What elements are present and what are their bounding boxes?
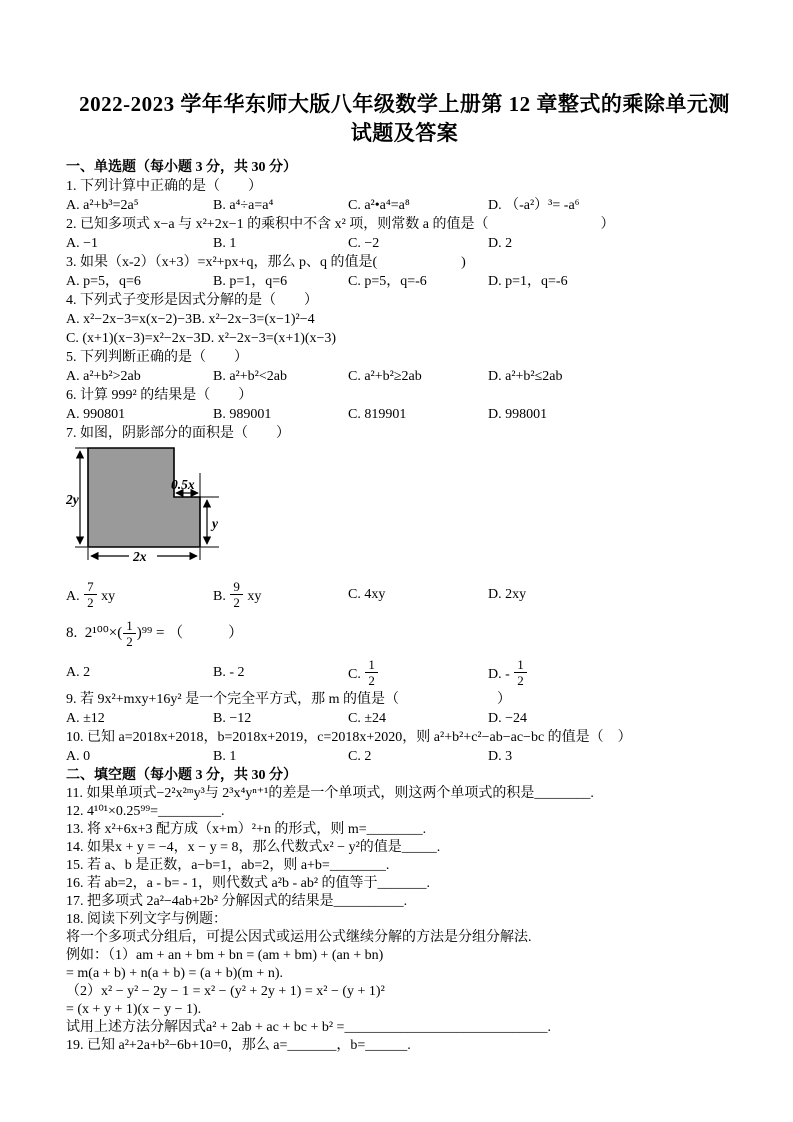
q1-option-a: A. a²+b³=2a⁵ [66, 198, 139, 213]
q8-option-d [488, 658, 743, 687]
q7-option-b [213, 580, 348, 609]
fraction-denominator: 2 [123, 633, 136, 648]
q18-line-5: （2）x² − y² − 2y − 1 = x² − (y² + 2y + 1) = x² − (y + 1)² [66, 984, 385, 999]
q10-option-a: A. 0 [66, 749, 91, 764]
q15: 15. 若 a、b 是正数，a−b=1，ab=2，则 a+b=________. [66, 858, 390, 873]
q6-option-a: A. 990801 [66, 407, 126, 422]
q8-stem-pre: 8. 2¹⁰⁰×( [66, 624, 123, 641]
q1-option-d: D. （-a²）³= -a⁶ [488, 198, 580, 213]
q6-stem: 6. 计算 999² 的结果是（ ） [66, 388, 253, 403]
fraction-numerator: 9 [233, 578, 240, 594]
fraction-denominator: 2 [365, 672, 378, 687]
q10-option-d: D. 3 [488, 749, 513, 764]
fill-in-section [66, 785, 743, 1055]
q18-line-6: = (x + y + 1)(x − y − 1). [66, 1002, 202, 1017]
q3-option-c: C. p=5，q=-6 [348, 274, 427, 289]
q18-line-7: 试用上述方法分解因式a² + 2ab + ac + bc + b² =_____________________________. [66, 1020, 551, 1035]
q17: 17. 把多项式 2a²−4ab+2b² 分解因式的结果是__________. [66, 894, 408, 909]
option-label: C. [348, 666, 365, 682]
q14: 14. 如果x + y = −4，x − y = 8，那么代数式x² − y²的值是_____. [66, 840, 441, 855]
q3-option-b: B. p=1，q=6 [213, 274, 288, 289]
q12: 12. 4¹⁰¹×0.25⁹⁹=_________. [66, 804, 225, 819]
page-title [66, 90, 743, 148]
title-line-1: 2022-2023 学年华东师大版八年级数学上册第 12 章整式的乘除单元测 [79, 92, 730, 116]
q9-option-b: B. −12 [213, 711, 252, 726]
q9-stem: 9. 若 9x²+mxy+16y² 是一个完全平方式，那 m 的值是（ ） [66, 692, 511, 707]
q2-options [66, 234, 743, 253]
q9-option-c: C. ±24 [348, 711, 387, 726]
dimension-label-2x: 2x [133, 549, 147, 564]
shaded-region [88, 448, 200, 547]
fraction-numerator: 1 [368, 656, 375, 672]
q5-option-a: A. a²+b²>2ab [66, 369, 141, 384]
q7-figure [66, 445, 743, 572]
q10-option-c: C. 2 [348, 749, 372, 764]
section-2-heading: 二、填空题（每小题 3 分，共 30 分） [66, 768, 297, 783]
q18-line-4: = m(a + b) + n(a + b) = (a + b)(m + n). [66, 966, 283, 981]
q1-option-b: B. a⁴÷a=a⁴ [213, 198, 274, 213]
section-1-heading: 一、单选题（每小题 3 分，共 30 分） [66, 160, 297, 175]
option-text: xy [243, 588, 262, 604]
q5-option-c: C. a²+b²≥2ab [348, 369, 422, 384]
q5-options [66, 367, 743, 386]
fraction-denominator: 2 [230, 594, 243, 609]
q7-option-a [66, 580, 213, 609]
q5-option-b: B. a²+b²<2ab [213, 369, 287, 384]
q1-stem: 1. 下列计算中正确的是（ ） [66, 179, 262, 194]
q5-stem: 5. 下列判断正确的是（ ） [66, 350, 248, 365]
fraction-numerator: 1 [126, 617, 133, 633]
q2-option-b: B. 1 [213, 236, 237, 251]
q6-option-d: D. 998001 [488, 407, 548, 422]
option-label: B. [213, 588, 230, 604]
q5-option-d: D. a²+b²≤2ab [488, 369, 563, 384]
fraction [514, 658, 527, 687]
q8-option-c [348, 658, 488, 687]
q9-options [66, 709, 743, 728]
q8-stem-post: )⁹⁹ = （ ） [136, 624, 244, 641]
title-line-2: 试题及答案 [350, 121, 459, 145]
q3-options [66, 272, 743, 291]
q8-option-b: B. - 2 [213, 664, 245, 680]
q4-options-line-2: C. (x+1)(x−3)=x²−2x−3D. x²−2x−3=(x+1)(x−3) [66, 331, 337, 346]
q16: 16. 若 ab=2，a - b= - 1，则代数式 a²b - ab² 的值等于_______. [66, 876, 431, 891]
q18-line-1: 18. 阅读下列文字与例题： [66, 912, 227, 927]
dimension-label-y: y [212, 516, 218, 531]
q2-option-d: D. 2 [488, 236, 513, 251]
q9-option-a: A. ±12 [66, 711, 105, 726]
option-label: A. [66, 588, 84, 604]
fraction-numerator: 1 [517, 656, 524, 672]
q2-option-c: C. −2 [348, 236, 380, 251]
l-shape-diagram [66, 445, 446, 567]
fraction [230, 580, 243, 609]
q6-option-c: C. 819901 [348, 407, 407, 422]
fraction [365, 658, 378, 687]
q6-option-b: B. 989001 [213, 407, 272, 422]
q13: 13. 将 x²+6x+3 配方成（x+m）²+n 的形式，则 m=________. [66, 822, 427, 837]
fraction-numerator: 7 [87, 578, 94, 594]
q18-line-2: 将一个多项式分组后，可提公因式或运用公式继续分解的方法是分组分解法. [66, 930, 532, 945]
dimension-label-2y: 2y [66, 492, 79, 507]
q8-options [66, 654, 743, 690]
q19: 19. 已知 a²+2a+b²−6b+10=0，那么 a=_______，b=______. [66, 1038, 411, 1053]
fraction-denominator: 2 [84, 594, 97, 609]
q7-option-c: C. 4xy [348, 586, 386, 602]
q7-options [66, 576, 743, 612]
fraction-denominator: 2 [514, 672, 527, 687]
q6-options [66, 405, 743, 424]
q4-options-line-1: A. x²−2x−3=x(x−2)−3B. x²−2x−3=(x−1)²−4 [66, 312, 315, 327]
q2-option-a: A. −1 [66, 236, 99, 251]
q1-options [66, 196, 743, 215]
q18-line-3: 例如：（1）am + an + bm + bn = (am + bm) + (an + bn) [66, 948, 384, 963]
q2-stem: 2. 已知多项式 x−a 与 x²+2x−1 的乘积中不含 x² 项，则常数 a 的值是（ ） [66, 217, 615, 232]
q3-option-d: D. p=1，q=-6 [488, 274, 568, 289]
q3-option-a: A. p=5，q=6 [66, 274, 141, 289]
q11: 11. 如果单项式−2²x²ᵐy³与 2³x⁴yⁿ⁺¹的差是一个单项式，则这两个单项式的积是________. [66, 786, 594, 801]
option-text: xy [97, 588, 116, 604]
q8-option-a: A. 2 [66, 664, 91, 680]
q4-stem: 4. 下列式子变形是因式分解的是（ ） [66, 293, 318, 308]
q10-option-b: B. 1 [213, 749, 237, 764]
q7-option-d: D. 2xy [488, 586, 527, 602]
option-label: D. - [488, 666, 514, 682]
q10-options [66, 747, 743, 766]
q3-stem: 3. 如果（x-2）（x+3）=x²+px+q，那么 p、q 的值是( ) [66, 255, 466, 270]
q1-option-c: C. a²•a⁴=a⁸ [348, 198, 410, 213]
fraction [84, 580, 97, 609]
q10-stem: 10. 已知 a=2018x+2018，b=2018x+2019，c=2018x+2020，则 a²+b²+c²−ab−ac−bc 的值是（ ） [66, 730, 632, 745]
dimension-label-notch: 0.5x [171, 477, 195, 492]
fraction [123, 619, 136, 648]
q9-option-d: D. −24 [488, 711, 528, 726]
q8-stem [66, 612, 743, 654]
q7-stem: 7. 如图，阴影部分的面积是（ ） [66, 426, 290, 441]
